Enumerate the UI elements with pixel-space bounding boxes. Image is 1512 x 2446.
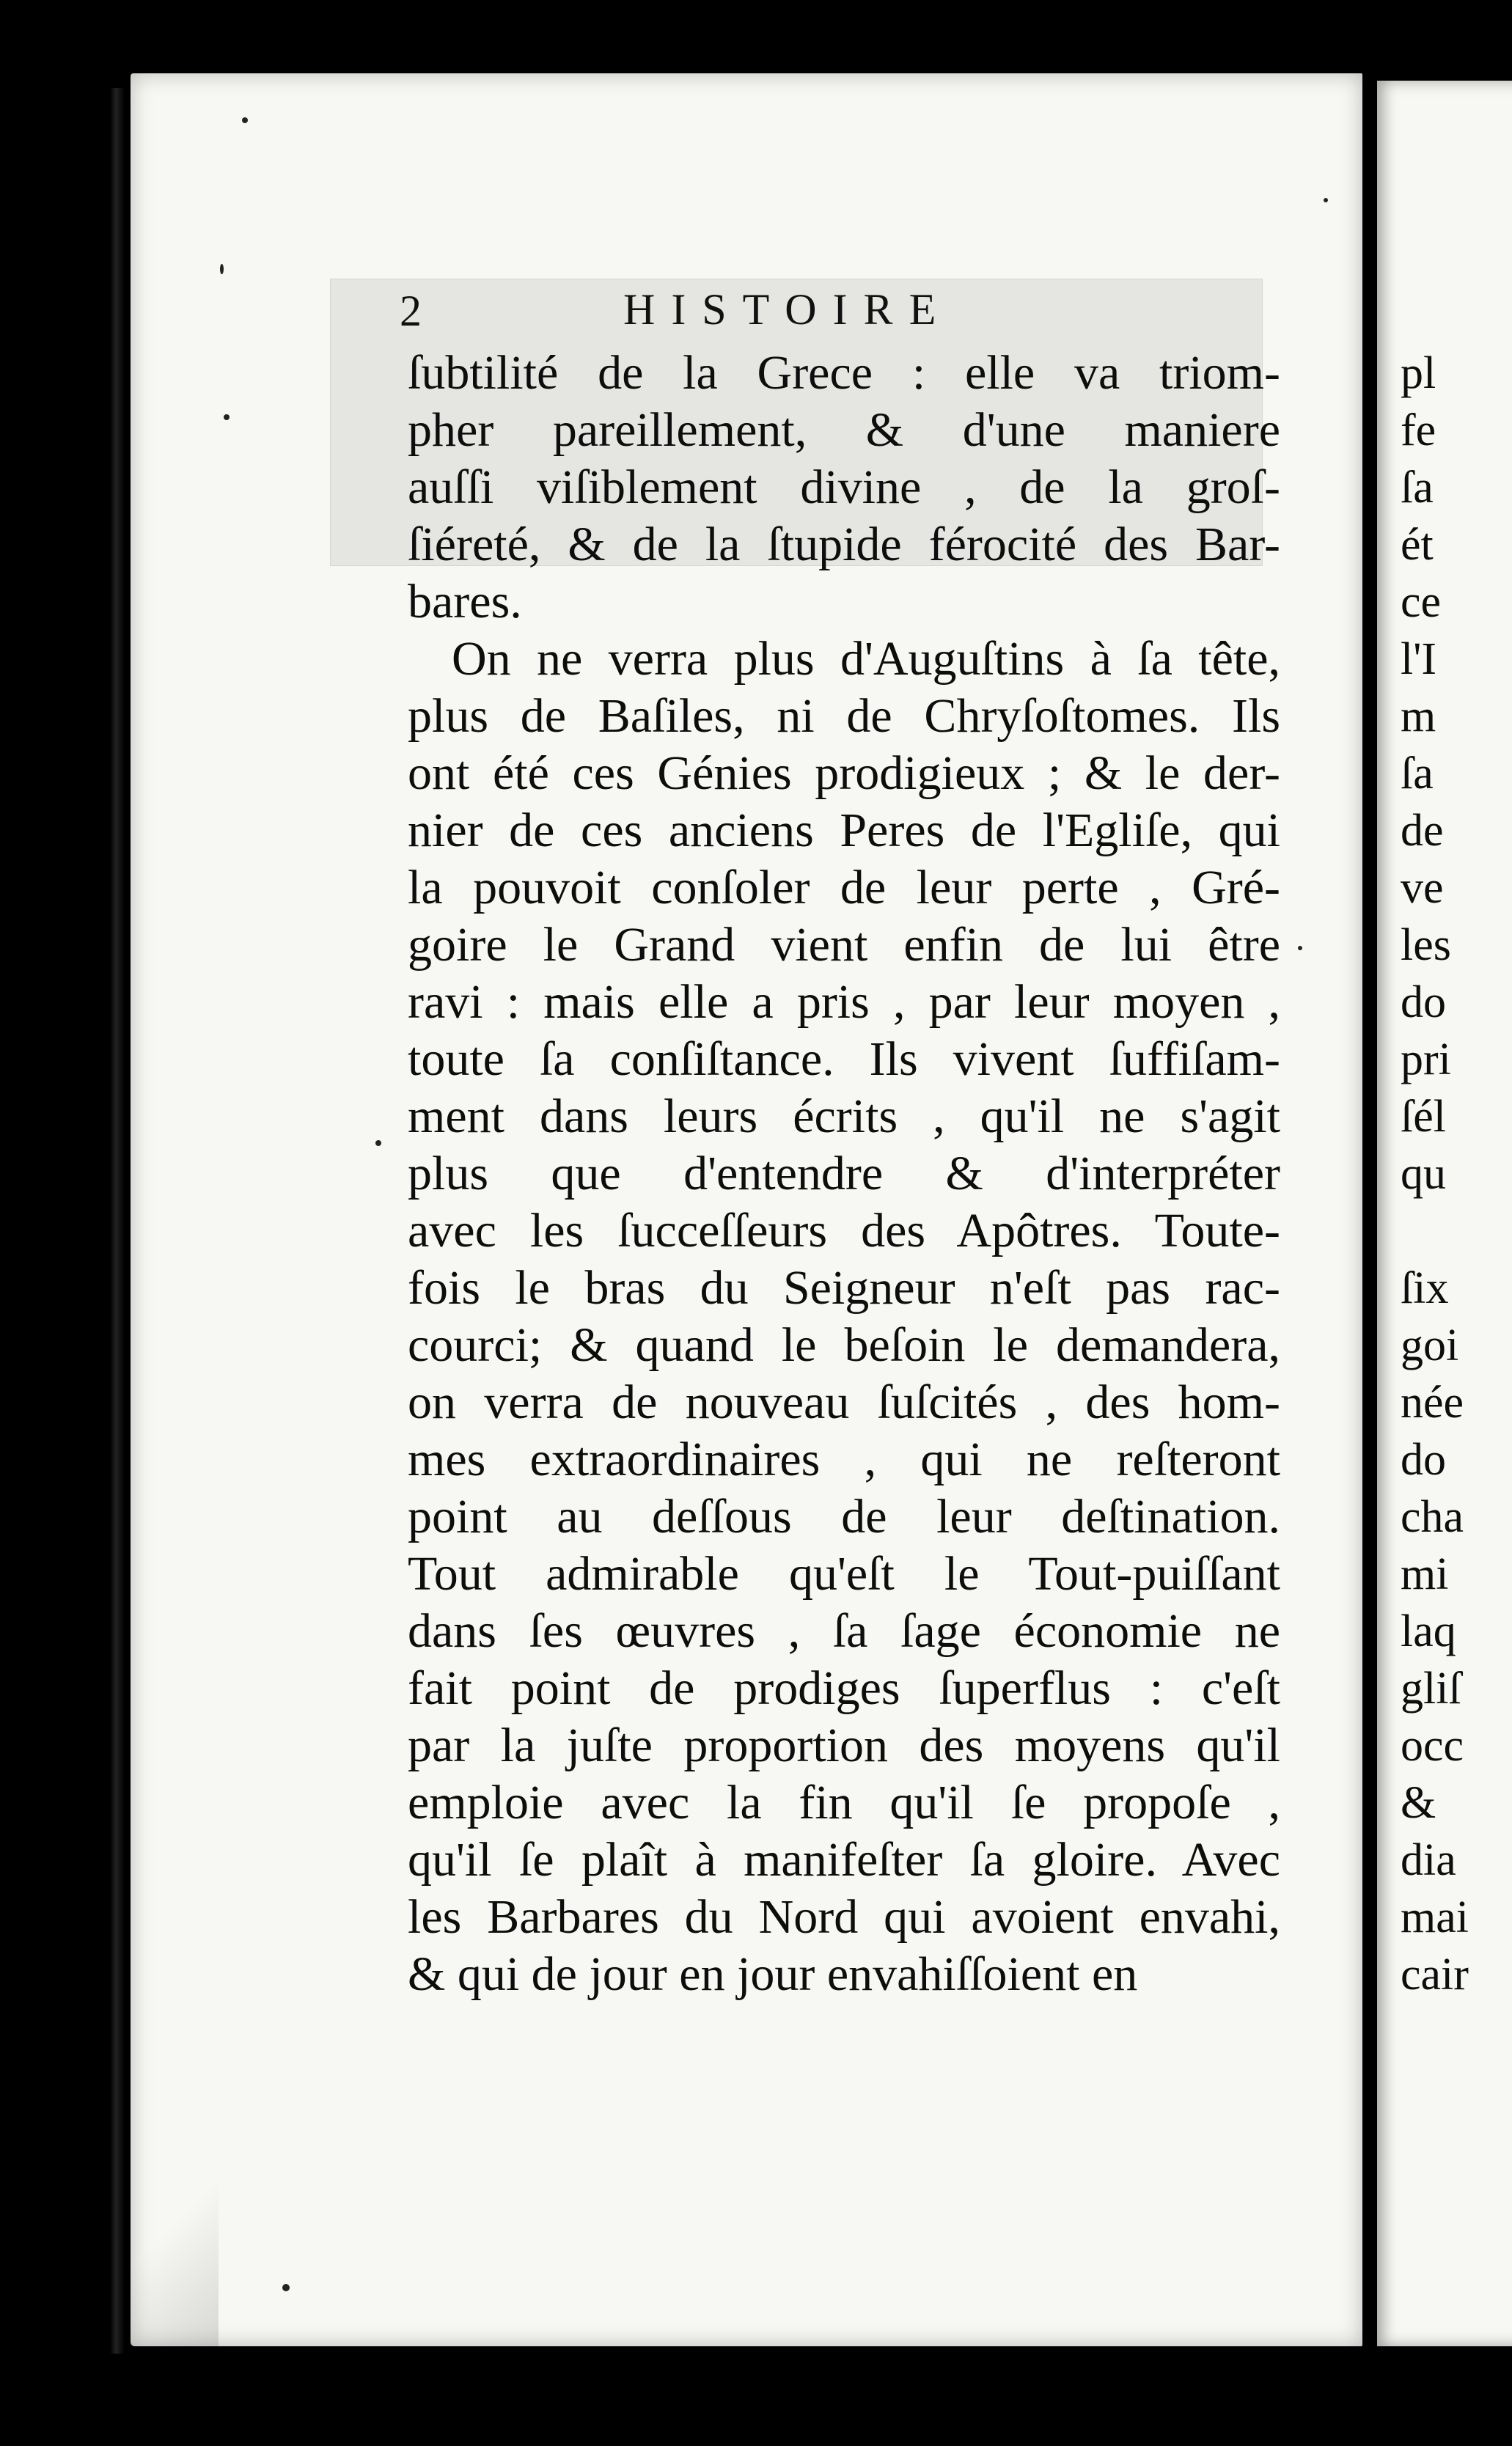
paper-speck xyxy=(1298,946,1302,950)
right-page-fragment: do xyxy=(1401,1435,1446,1485)
text-line: fois le bras du Seigneur n'eſt pas rac- xyxy=(408,1261,1280,1315)
right-page-fragment: gliſ xyxy=(1401,1664,1461,1714)
text-line: qu'il ſe plaît à manifeſter ſa gloire. Avec xyxy=(408,1833,1280,1887)
right-page-fragment: ve xyxy=(1401,863,1444,913)
right-page-text xyxy=(1401,345,1469,2003)
running-head: HISTOIRE xyxy=(623,285,953,334)
right-page-fragment: les xyxy=(1401,920,1451,970)
text-line: & qui de jour en jour envahiſſoient en xyxy=(408,1947,1138,2001)
paper-speck xyxy=(1324,198,1328,202)
paper-speck xyxy=(375,1140,381,1146)
right-page-fragment: mi xyxy=(1401,1549,1449,1599)
right-page-fragment: ſix xyxy=(1401,1263,1449,1313)
paper-speck xyxy=(224,414,230,420)
right-page-fragment: de xyxy=(1401,806,1444,856)
right-page-fragment: née xyxy=(1401,1378,1464,1428)
text-line: goire le Grand vient enfin de lui être xyxy=(408,918,1280,972)
right-page-fragment: occ xyxy=(1401,1721,1464,1771)
text-line: les Barbares du Nord qui avoient envahi, xyxy=(408,1890,1280,1944)
right-page-fragment: fe xyxy=(1401,405,1436,455)
text-line: nier de ces anciens Peres de l'Egliſe, qui xyxy=(408,804,1280,857)
text-line: plus de Baſiles, ni de Chryſoſtomes. Ils xyxy=(408,689,1280,743)
right-page-fragment xyxy=(1401,1202,1469,1260)
page-number: 2 xyxy=(400,287,422,335)
text-line: ont été ces Génies prodigieux ; & le der- xyxy=(408,746,1280,800)
paper-speck xyxy=(220,264,224,274)
body-text xyxy=(408,345,1280,2003)
right-page-fragment: pl xyxy=(1401,348,1436,398)
text-line: auſſi viſiblement divine , de la groſ- xyxy=(408,460,1280,514)
text-line: On ne verra plus d'Auguſtins à ſa tête, xyxy=(452,632,1280,686)
right-page-fragment: ét xyxy=(1401,520,1434,570)
text-line: courci; & quand le beſoin le demandera, xyxy=(408,1318,1280,1372)
right-page-fragment: l'I xyxy=(1401,634,1437,684)
right-page-fragment: do xyxy=(1401,977,1446,1027)
text-line: la pouvoit conſoler de leur perte , Gré- xyxy=(408,861,1280,914)
text-line: ſiéreté, & de la ſtupide férocité des Bar- xyxy=(408,518,1280,571)
text-line: mes extraordinaires , qui ne reſteront xyxy=(408,1433,1280,1486)
right-page-fragment: mai xyxy=(1401,1892,1469,1942)
right-page-fragment: cha xyxy=(1401,1492,1464,1542)
text-line: dans ſes œuvres , ſa ſage économie ne xyxy=(408,1604,1280,1658)
text-line: ravi : mais elle a pris , par leur moyen , xyxy=(408,975,1280,1029)
paper-speck xyxy=(282,2284,290,2291)
text-line: on verra de nouveau ſuſcités , des hom- xyxy=(408,1376,1280,1429)
text-line: par la juſte proportion des moyens qu'il xyxy=(408,1719,1280,1772)
right-page-fragment: qu xyxy=(1401,1149,1446,1199)
text-line: plus que d'entendre & d'interpréter xyxy=(408,1147,1280,1200)
text-line: emploie avec la fin qu'il ſe propoſe , xyxy=(408,1776,1280,1829)
book-spine xyxy=(110,88,125,2354)
text-line: fait point de prodiges ſuperflus : c'eſt xyxy=(408,1661,1280,1715)
right-page-fragment: goi xyxy=(1401,1321,1459,1370)
right-page-fragment: pri xyxy=(1401,1035,1451,1084)
right-page-fragment: ſa xyxy=(1401,749,1434,798)
text-line: bares. xyxy=(408,575,522,628)
right-page-fragment: cair xyxy=(1401,1950,1469,1999)
right-page-fragment: ſa xyxy=(1401,463,1434,513)
right-page-fragment: dia xyxy=(1401,1835,1456,1885)
right-page-fragment: laq xyxy=(1401,1606,1456,1656)
page-corner-shading xyxy=(131,2156,219,2346)
right-page-fragment: & xyxy=(1401,1778,1436,1828)
text-line: point au deſſous de leur deſtination. xyxy=(408,1490,1280,1543)
right-page-fragment: ce xyxy=(1401,577,1442,627)
paper-speck xyxy=(242,117,248,123)
text-line: ſubtilité de la Grece : elle va triom- xyxy=(408,346,1280,400)
text-line: toute ſa conſiſtance. Ils vivent ſuffiſam- xyxy=(408,1032,1280,1086)
text-line: Tout admirable qu'eſt le Tout-puiſſant xyxy=(408,1547,1280,1601)
right-page-fragment: ſél xyxy=(1401,1092,1446,1142)
text-line: ment dans leurs écrits , qu'il ne s'agit xyxy=(408,1090,1280,1143)
right-page-fragment: m xyxy=(1401,691,1436,741)
text-line: pher pareillement, & d'une maniere xyxy=(408,403,1280,457)
text-line: avec les ſucceſſeurs des Apôtres. Toute- xyxy=(408,1204,1280,1257)
